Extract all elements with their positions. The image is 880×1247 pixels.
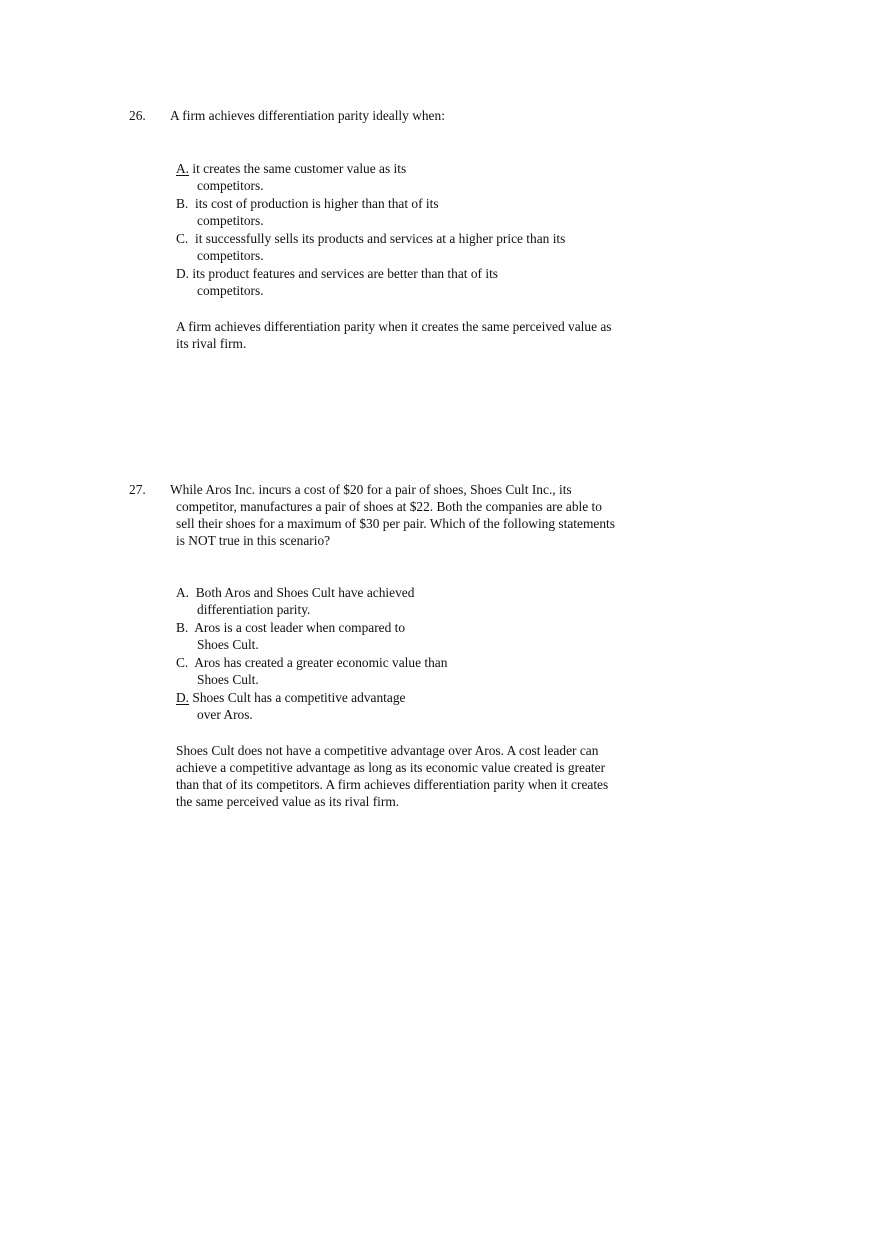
options-list (176, 584, 656, 724)
option-text-cont: over Aros. (197, 707, 253, 722)
option-letter: A. (176, 585, 190, 600)
option-text-cont: competitors. (197, 178, 264, 193)
option-text: Aros has created a greater economic value than (188, 655, 448, 670)
option-b[interactable] (176, 619, 656, 653)
option-letter: C. (176, 655, 189, 670)
explanation-line: A firm achieves differentiation parity when it creates the same perceived value as (176, 319, 612, 334)
question-number: 27. (129, 482, 146, 497)
option-c[interactable] (176, 230, 656, 264)
option-letter: A. (176, 161, 190, 176)
option-c[interactable] (176, 654, 656, 688)
stem-line: is NOT true in this scenario? (176, 533, 331, 548)
option-text-cont: differentiation parity. (197, 602, 311, 617)
option-d[interactable] (176, 689, 656, 723)
option-b[interactable] (176, 195, 656, 229)
option-a[interactable] (176, 160, 656, 194)
stem-line: A firm achieves differentiation parity ideally when: (170, 108, 445, 123)
stem-line: competitor, manufactures a pair of shoes at $22. Both the companies are able to (176, 499, 602, 514)
option-text-cont: competitors. (197, 283, 264, 298)
explanation-line: its rival firm. (176, 336, 247, 351)
explanation-line: Shoes Cult does not have a competitive advantage over Aros. A cost leader can (176, 743, 599, 758)
stem-line: While Aros Inc. incurs a cost of $20 for a pair of shoes, Shoes Cult Inc., its (170, 482, 572, 497)
option-letter: B. (176, 196, 189, 211)
explanation-line: than that of its competitors. A firm achieves differentiation parity when it creates (176, 777, 609, 792)
explanation (176, 742, 648, 810)
option-text: its cost of production is higher than that of its (188, 196, 439, 211)
question-stem (170, 107, 650, 124)
question-stem (170, 481, 650, 549)
option-d[interactable] (176, 265, 656, 299)
option-text: Both Aros and Shoes Cult have achieved (189, 585, 415, 600)
option-text-cont: competitors. (197, 248, 264, 263)
option-text: its product features and services are better than that of its (189, 266, 499, 281)
question-number: 26. (129, 108, 146, 123)
option-letter: D. (176, 266, 190, 281)
option-a[interactable] (176, 584, 656, 618)
explanation-line: achieve a competitive advantage as long as its economic value created is greater (176, 760, 606, 775)
option-text: it creates the same customer value as its (189, 161, 407, 176)
explanation-line: the same perceived value as its rival firm. (176, 794, 400, 809)
option-letter: D. (176, 690, 190, 705)
option-text-cont: Shoes Cult. (197, 637, 259, 652)
stem-line: sell their shoes for a maximum of $30 per pair. Which of the following statements (176, 516, 615, 531)
option-letter: C. (176, 231, 189, 246)
option-text: Shoes Cult has a competitive advantage (189, 690, 406, 705)
option-letter: B. (176, 620, 189, 635)
options-list (176, 160, 656, 300)
option-text-cont: Shoes Cult. (197, 672, 259, 687)
option-text: it successfully sells its products and services at a higher price than its (188, 231, 566, 246)
explanation (176, 318, 648, 352)
option-text-cont: competitors. (197, 213, 264, 228)
option-text: Aros is a cost leader when compared to (188, 620, 406, 635)
